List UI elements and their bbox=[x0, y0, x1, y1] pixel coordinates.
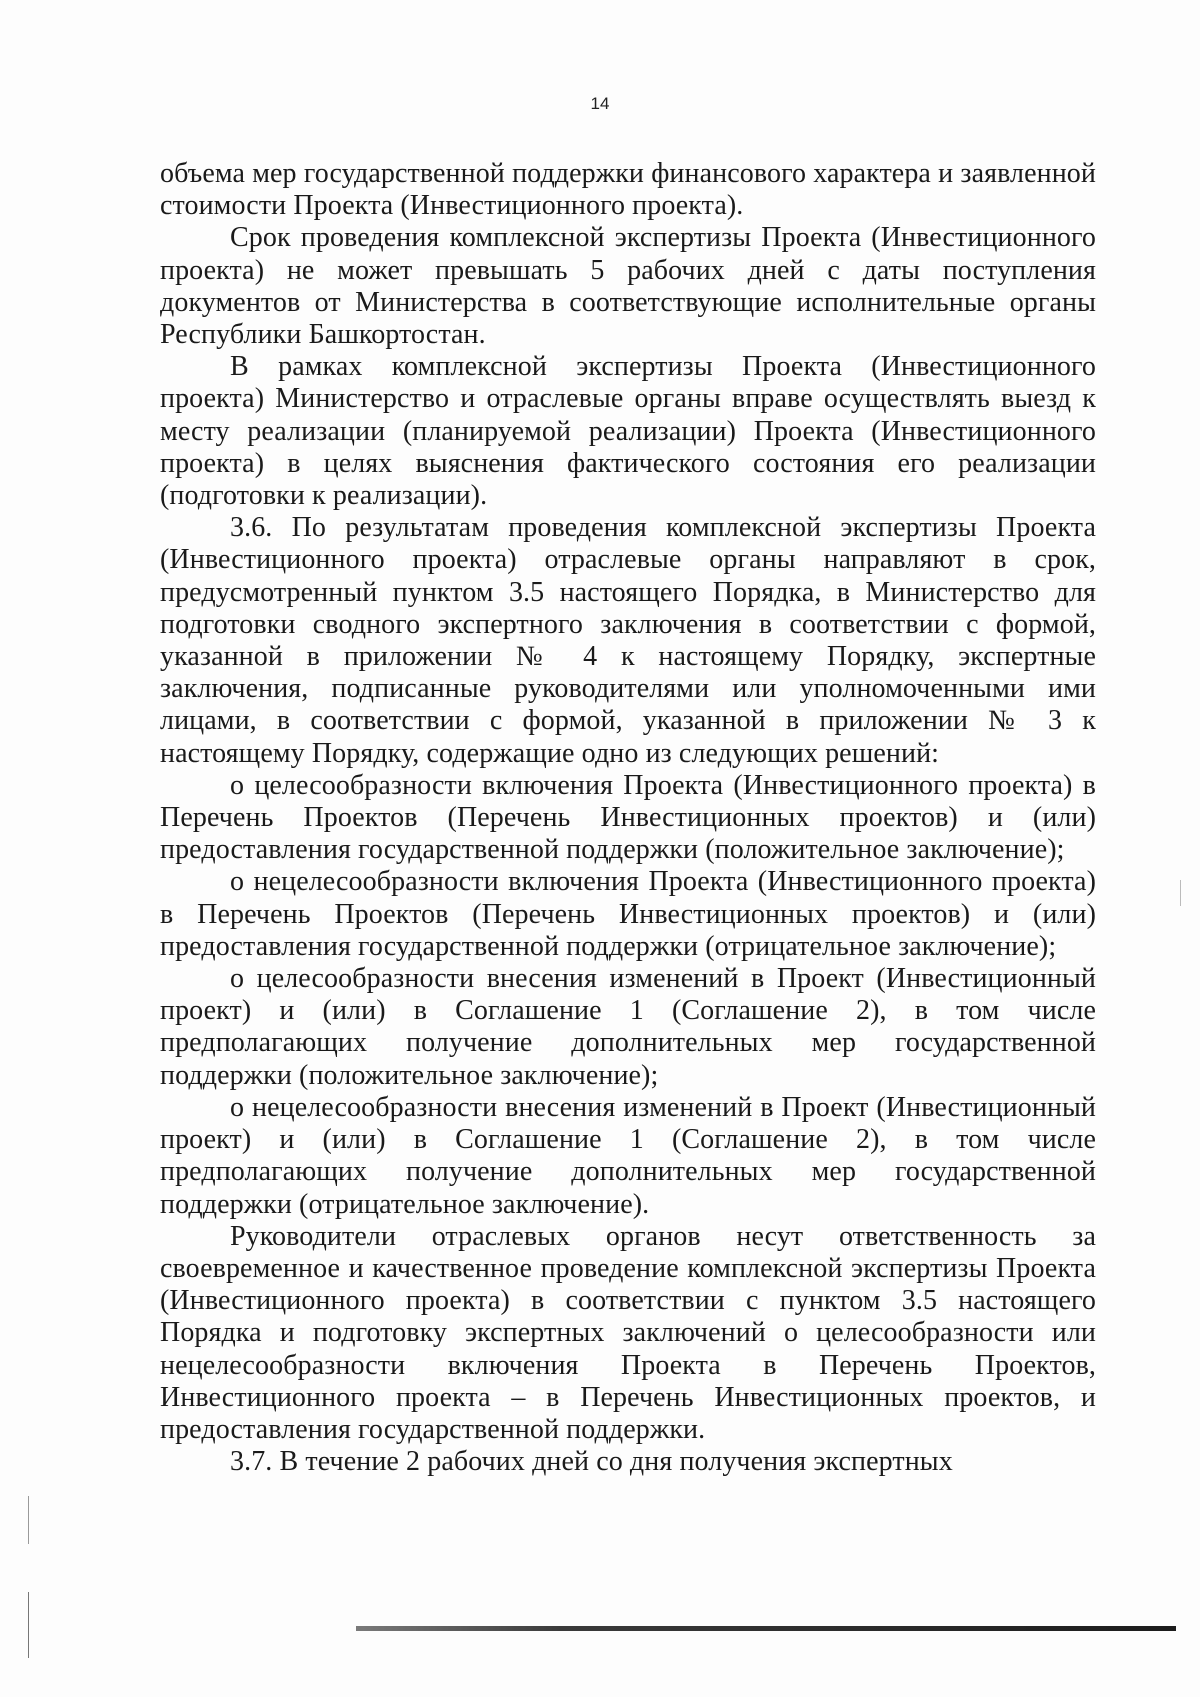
page-number: 14 bbox=[590, 94, 610, 113]
footer-rule bbox=[356, 1626, 1176, 1631]
paragraph: 3.7. В течение 2 рабочих дней со дня получения экспертных bbox=[230, 1446, 953, 1478]
paragraph: Руководители отраслевых органов несут ответственность за своевременное и качественное проведение комплексной экспертизы Проекта (Инвестиционного проекта) в соответствии с пунктом 3.5 настоящего Порядка и подготовку экспертных заключений о целесообразности или нецелесообразности включения Проекта в Перечень Проектов, Инвестиционного проекта – в Перечень Инвестиционных проектов, и предоставления государственной поддержки. bbox=[160, 1220, 1096, 1445]
scan-edge-mark bbox=[28, 1592, 29, 1658]
document-body bbox=[160, 158, 1096, 1478]
paragraph: о нецелесообразности внесения изменений в Проект (Инвестиционный проект) и (или) в Соглашение 1 (Соглашение 2), в том числе предполагающих получение дополнительных мер государственной поддержки (отрицательное заключение). bbox=[160, 1091, 1096, 1220]
paragraph: Срок проведения комплексной экспертизы Проекта (Инвестиционного проекта) не может превышать 5 рабочих дней с даты поступления документов от Министерства в соответствующие исполнительные органы Республики Башкортостан. bbox=[160, 222, 1096, 351]
paragraph: объема мер государственной поддержки финансового характера и заявленной стоимости Проекта (Инвестиционного проекта). bbox=[160, 158, 1096, 222]
scan-edge-mark bbox=[28, 1496, 29, 1544]
paragraph: В рамках комплексной экспертизы Проекта (Инвестиционного проекта) Министерство и отраслевые органы вправе осуществлять выезд к месту реализации (планируемой реализации) Проекта (Инвестиционного проекта) в целях выяснения фактического состояния его реализации (подготовки к реализации). bbox=[160, 351, 1096, 512]
paragraph: о целесообразности внесения изменений в Проект (Инвестиционный проект) и (или) в Соглашение 1 (Соглашение 2), в том числе предполагающих получение дополнительных мер государственной поддержки (положительное заключение); bbox=[160, 963, 1096, 1091]
paragraph: о нецелесообразности включения Проекта (Инвестиционного проекта) в Перечень Проектов (Перечень Инвестиционных проектов) и (или) предоставления государственной поддержки (отрицательное заключение); bbox=[160, 866, 1096, 962]
paragraph: о целесообразности включения Проекта (Инвестиционного проекта) в Перечень Проектов (Перечень Инвестиционных проектов) и (или) предоставления государственной поддержки (положительное заключение); bbox=[160, 769, 1096, 866]
scan-edge-mark bbox=[1180, 880, 1181, 906]
paragraph: 3.6. По результатам проведения комплексной экспертизы Проекта (Инвестиционного проекта) отраслевые органы направляют в срок, предусмотренный пунктом 3.5 настоящего Порядка, в Министерство для подготовки сводного экспертного заключения в соответствии с формой, указанной в приложении № 4 к настоящему Порядку, экспертные заключения, подписанные руководителями или уполномоченными ими лицами, в соответствии с формой, указанной в приложении № 3 к настоящему Порядку, содержащие одно из следующих решений: bbox=[160, 512, 1096, 769]
